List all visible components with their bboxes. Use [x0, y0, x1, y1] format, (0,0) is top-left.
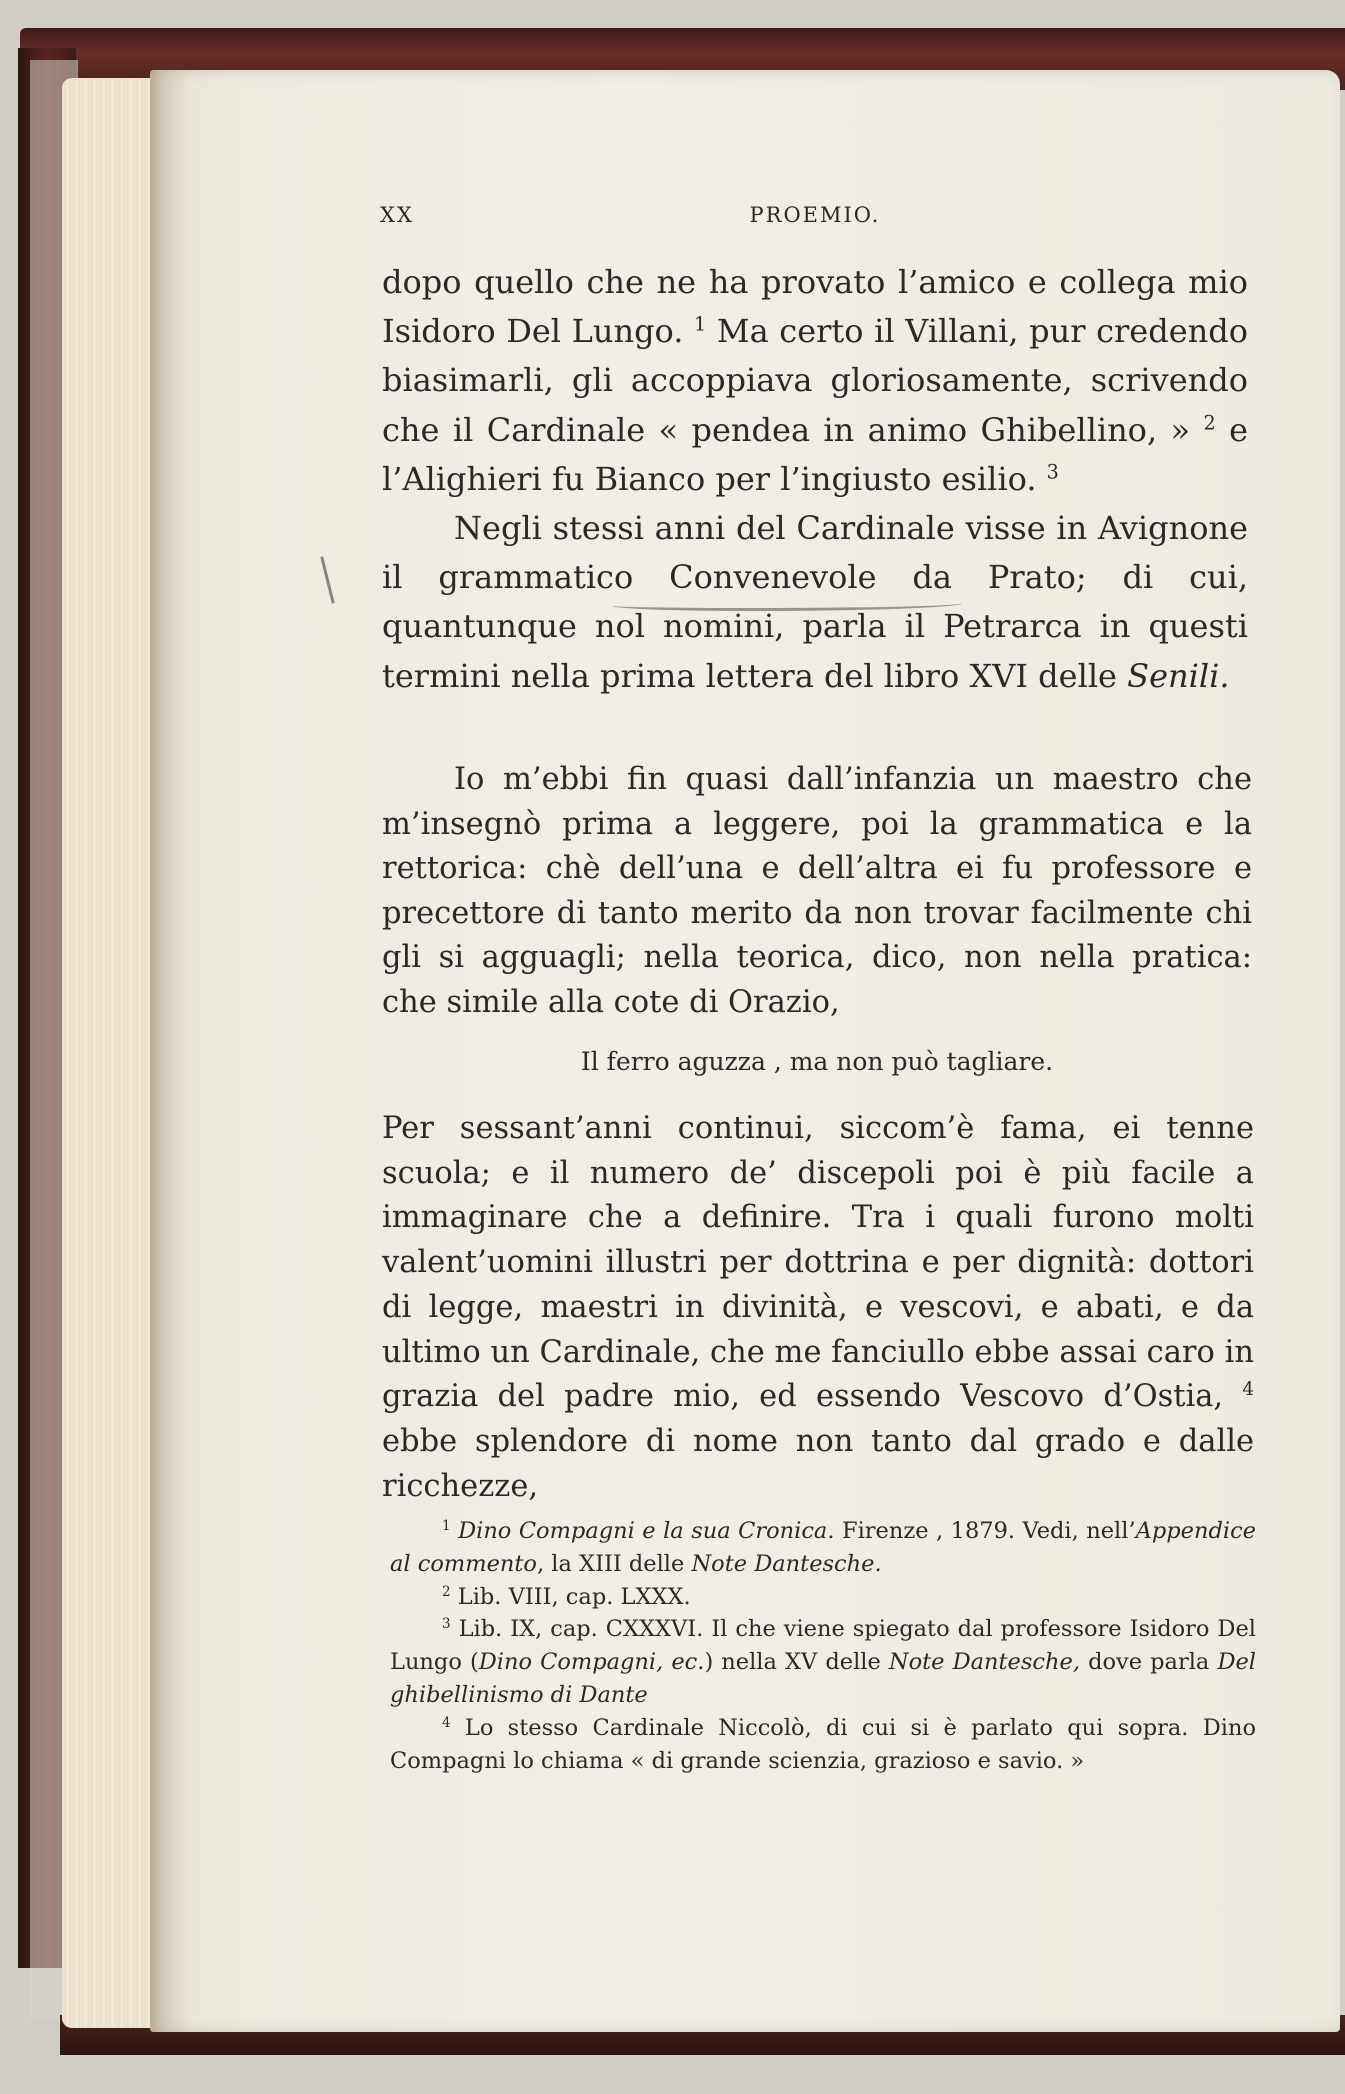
verse-line: Il ferro aguzza , ma non può tagliare.	[580, 1047, 1054, 1076]
footnote-3: $^3$ Lib. IX, cap. CXXXVI. Il che viene spiegato dal professore Isidoro Del Lungo (Dino Compagni, ec.) nella XV delle Note Dantesche, dove parla Del ghibellinismo di Dante	[390, 1616, 1256, 1708]
quotation-continued	[382, 1107, 1254, 1509]
quotation-paragraph: Io m’ebbi fin quasi dall’infanzia un maestro che m’insegnò prima a leggere, poi la grammatica e la rettorica: chè dell’una e dell’altra ei fu professore e precettore di tanto merito da non trovar facilmente chi gli si agguagli; nella teorica, dico, non nella pratica: che simile alla cote di Orazio,	[382, 762, 1252, 1020]
quotation-block	[382, 758, 1252, 1026]
page-header	[380, 203, 1250, 231]
gutter-shadow	[150, 70, 190, 2032]
footnote-4: $^4$ Lo stesso Cardinale Niccolò, di cui si è parlato qui sopra. Dino Compagni lo chiama « di grande scienzia, grazioso e savio. »	[390, 1714, 1256, 1774]
footnote-ref: 1	[694, 312, 707, 336]
footnote-ref: 2	[1203, 411, 1216, 435]
footnote-1: $^1$ Dino Compagni e la sua Cronica. Firenze , 1879. Vedi, nell’Appendice al commento, la XIII delle Note Dantesche.	[390, 1517, 1256, 1577]
footnote-ref: 4	[1242, 1379, 1255, 1401]
running-title: PROEMIO.	[749, 203, 881, 227]
quotation-paragraph-2: Per sessant’anni continui, siccom’è fama, ei tenne scuola; e il numero de’ discepoli poi è più facile a immaginare che a definire. Tra i quali furono molti valent’uomini illustri per dottrina e per dignità: dottori di legge, maestri in divinità, e vescovi, e abati, e da ultimo un Cardinale, che me fanciullo ebbe assai caro in grazia del padre mio, ed essendo Vescovo d’Ostia, $^4$ ebbe splendore di nome non tanto dal grado e dalle ricchezze,	[382, 1111, 1255, 1504]
main-text	[382, 258, 1248, 701]
paragraph-2: Negli stessi anni del Cardinale visse in Avignone il grammatico Convenevole da Prato; di cui, quantunque nol nomini, parla il Petrarca in questi termini nella prima lettera del libro XVI delle Senili.	[382, 509, 1248, 695]
footnote-2: $^2$ Lib. VIII, cap. LXXX.	[442, 1583, 691, 1610]
page-number: XX	[380, 203, 414, 227]
footnotes	[390, 1515, 1256, 1777]
paragraph-1: dopo quello che ne ha provato l’amico e collega mio Isidoro Del Lungo. $^1$ Ma certo il Villani, pur credendo biasimarli, gli accoppiava gloriosamente, scrivendo che il Cardinale « pendea in animo Ghibellino, » $^2$ e l’Alighieri fu Bianco per l’ingiusto esilio. $^3$	[382, 263, 1249, 498]
footnote-ref: 3	[1046, 460, 1059, 484]
